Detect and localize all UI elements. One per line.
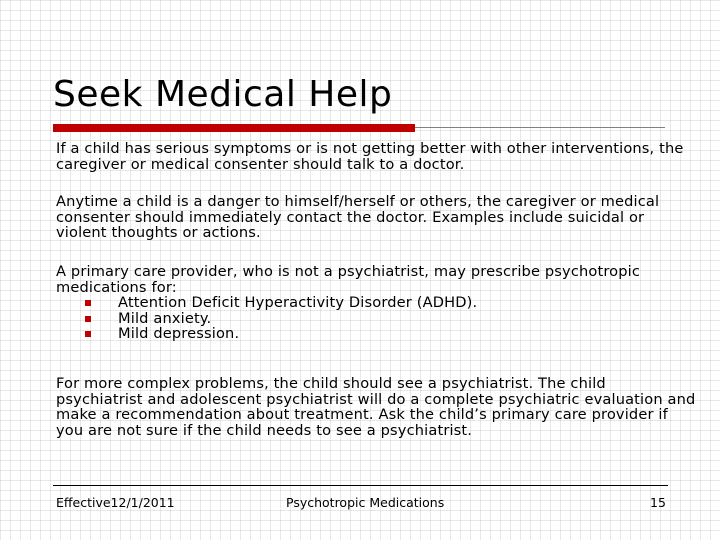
title-accent-bar bbox=[53, 124, 415, 132]
page-number: 15 bbox=[650, 495, 666, 510]
paragraph-primary-care bbox=[56, 264, 696, 342]
list-item bbox=[56, 311, 696, 327]
footer-effective-date: Effective12/1/2011 bbox=[56, 495, 175, 510]
square-bullet-icon bbox=[85, 316, 91, 322]
list-item-label: Mild depression. bbox=[118, 325, 240, 342]
paragraph-complex-problems: For more complex problems, the child should see a psychiatrist. The child psychiatrist and adolescent psychiatrist will do a complete psychiatric evaluation and make a recommendation about treatment. Ask the child’s primary care provider if you are not sure if the child needs to see a psychiatrist. bbox=[56, 375, 696, 439]
primary-care-intro: A primary care provider, who is not a psychiatrist, may prescribe psychotropic medications for: bbox=[56, 263, 641, 296]
list-item bbox=[56, 326, 696, 342]
paragraph-serious-symptoms: If a child has serious symptoms or is not getting better with other interventions, the caregiver or medical consenter should talk to a doctor. bbox=[56, 140, 684, 173]
title-divider-line bbox=[415, 127, 665, 128]
list-item-label: Attention Deficit Hyperactivity Disorder (ADHD). bbox=[118, 294, 478, 311]
footer-title: Psychotropic Medications bbox=[286, 495, 445, 510]
square-bullet-icon bbox=[85, 300, 91, 306]
footer-divider-line bbox=[53, 485, 668, 486]
conditions-list bbox=[56, 295, 696, 342]
list-item-label: Mild anxiety. bbox=[118, 309, 212, 327]
paragraph-danger: Anytime a child is a danger to himself/herself or others, the caregiver or medical consenter should immediately contact the doctor. Examples include suicidal or violent thoughts or actions. bbox=[56, 193, 660, 241]
square-bullet-icon bbox=[85, 331, 91, 337]
list-item bbox=[56, 295, 696, 311]
slide-title: Seek Medical Help bbox=[53, 74, 393, 115]
